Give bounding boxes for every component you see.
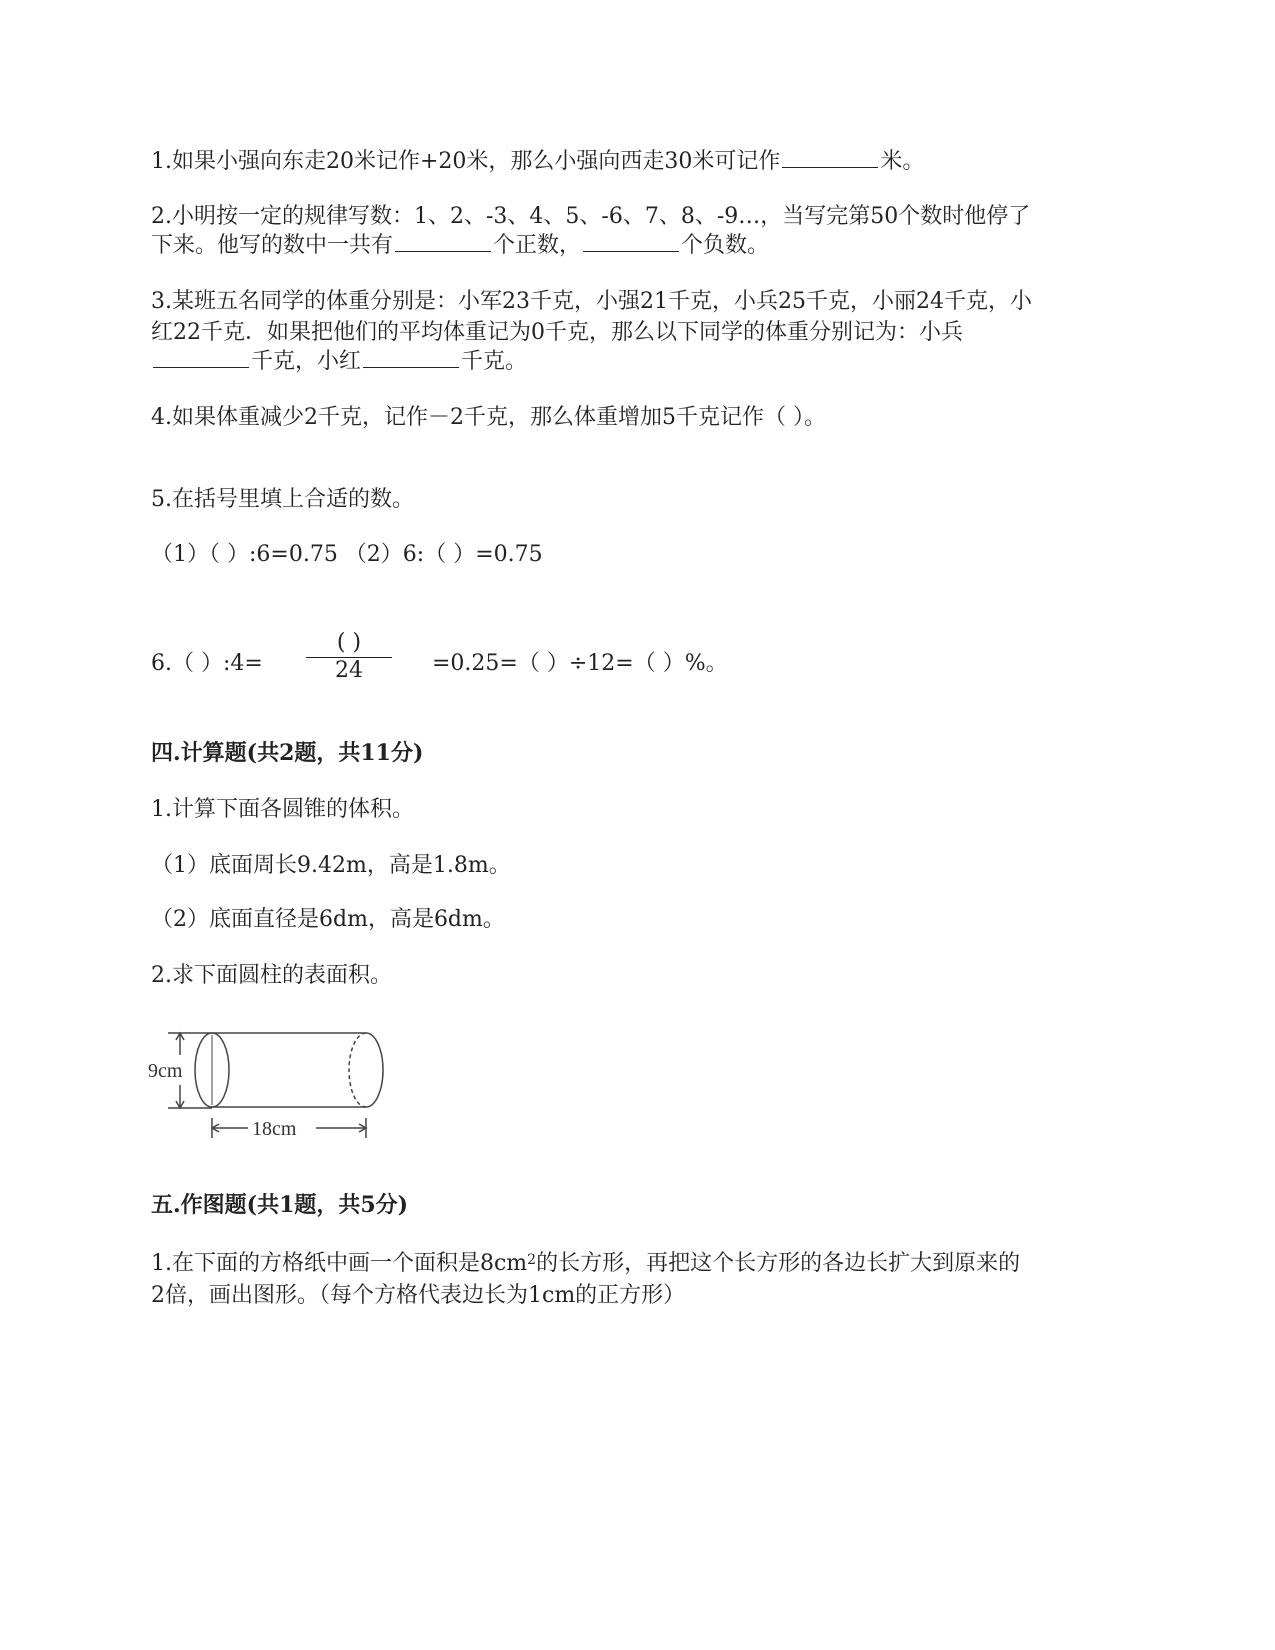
question-4: 4.如果体重减少2千克，记作－2千克，那么体重增加5千克记作（ ）。: [151, 405, 826, 430]
question-2-line-1: 2.小明按一定的规律写数：1、2、-3、4、5、-6、7、8、-9…，当写完第50个数时他停了: [151, 204, 1031, 229]
question-2-text-b: 个正数，: [493, 233, 582, 258]
question-3-text-a: 千克，小红: [251, 349, 362, 374]
answer-blank: [153, 347, 249, 368]
question-2-line-2: [151, 230, 769, 262]
fraction: [306, 630, 392, 683]
answer-blank: [363, 347, 459, 368]
calc-question-1: 1.计算下面各圆锥的体积。: [151, 797, 414, 822]
question-1: [151, 146, 924, 178]
height-label: 9cm: [148, 1060, 183, 1082]
question-5-parts: （1）（ ）:6=0.75 （2）6:（ ）=0.75: [151, 542, 543, 567]
question-3-line-2: 红22千克．如果把他们的平均体重记为0千克，那么以下同学的体重分别记为：小兵: [151, 320, 963, 345]
draw-question-1-line-2: 2倍，画出图形。（每个方格代表边长为1cm的正方形）: [151, 1283, 686, 1308]
question-6-prefix: 6.（ ）:4=: [151, 651, 263, 676]
superscript: 2: [527, 1252, 537, 1268]
cylinder-right-face-back: [349, 1033, 366, 1107]
question-2-text-a: 下来。他写的数中一共有: [151, 233, 394, 258]
section-heading-calc: 四.计算题(共2题，共11分): [151, 740, 424, 766]
answer-blank: [782, 147, 878, 168]
question-3-line-1: 3.某班五名同学的体重分别是：小军23千克，小强21千克，小兵25千克，小丽24千克，小: [151, 289, 1032, 314]
fraction-numerator: ( ): [336, 630, 362, 655]
calc-question-1-part-1: （1）底面周长9.42m，高是1.8m。: [151, 853, 511, 878]
draw-question-text-b: 的长方形，再把这个长方形的各边长扩大到原来的: [536, 1251, 1021, 1276]
draw-question-text-a: 1.在下面的方格纸中画一个面积是8cm: [151, 1251, 528, 1276]
question-6-suffix: =0.25=（ ）÷12=（ ）%。: [432, 651, 728, 676]
question-3-text-b: 千克。: [461, 349, 528, 374]
cylinder-figure: [148, 1030, 398, 1158]
question-1-unit: 米。: [880, 149, 925, 174]
cylinder-right-face-front: [366, 1033, 383, 1107]
question-3-line-3: [151, 346, 527, 378]
answer-blank: [583, 231, 679, 252]
question-1-text: 1.如果小强向东走20米记作+20米，那么小强向西走30米可记作: [151, 149, 781, 174]
fraction-denominator: 24: [335, 658, 363, 683]
draw-question-1-line-1: [151, 1248, 1020, 1280]
calc-question-2: 2.求下面圆柱的表面积。: [151, 963, 392, 988]
question-2-text-c: 个负数。: [681, 233, 770, 258]
length-label: 18cm: [252, 1118, 297, 1140]
section-heading-draw: 五.作图题(共1题，共5分): [151, 1192, 409, 1218]
question-5: 5.在括号里填上合适的数。: [151, 487, 414, 512]
answer-blank: [395, 231, 491, 252]
calc-question-1-part-2: （2）底面直径是6dm，高是6dm。: [151, 907, 505, 932]
